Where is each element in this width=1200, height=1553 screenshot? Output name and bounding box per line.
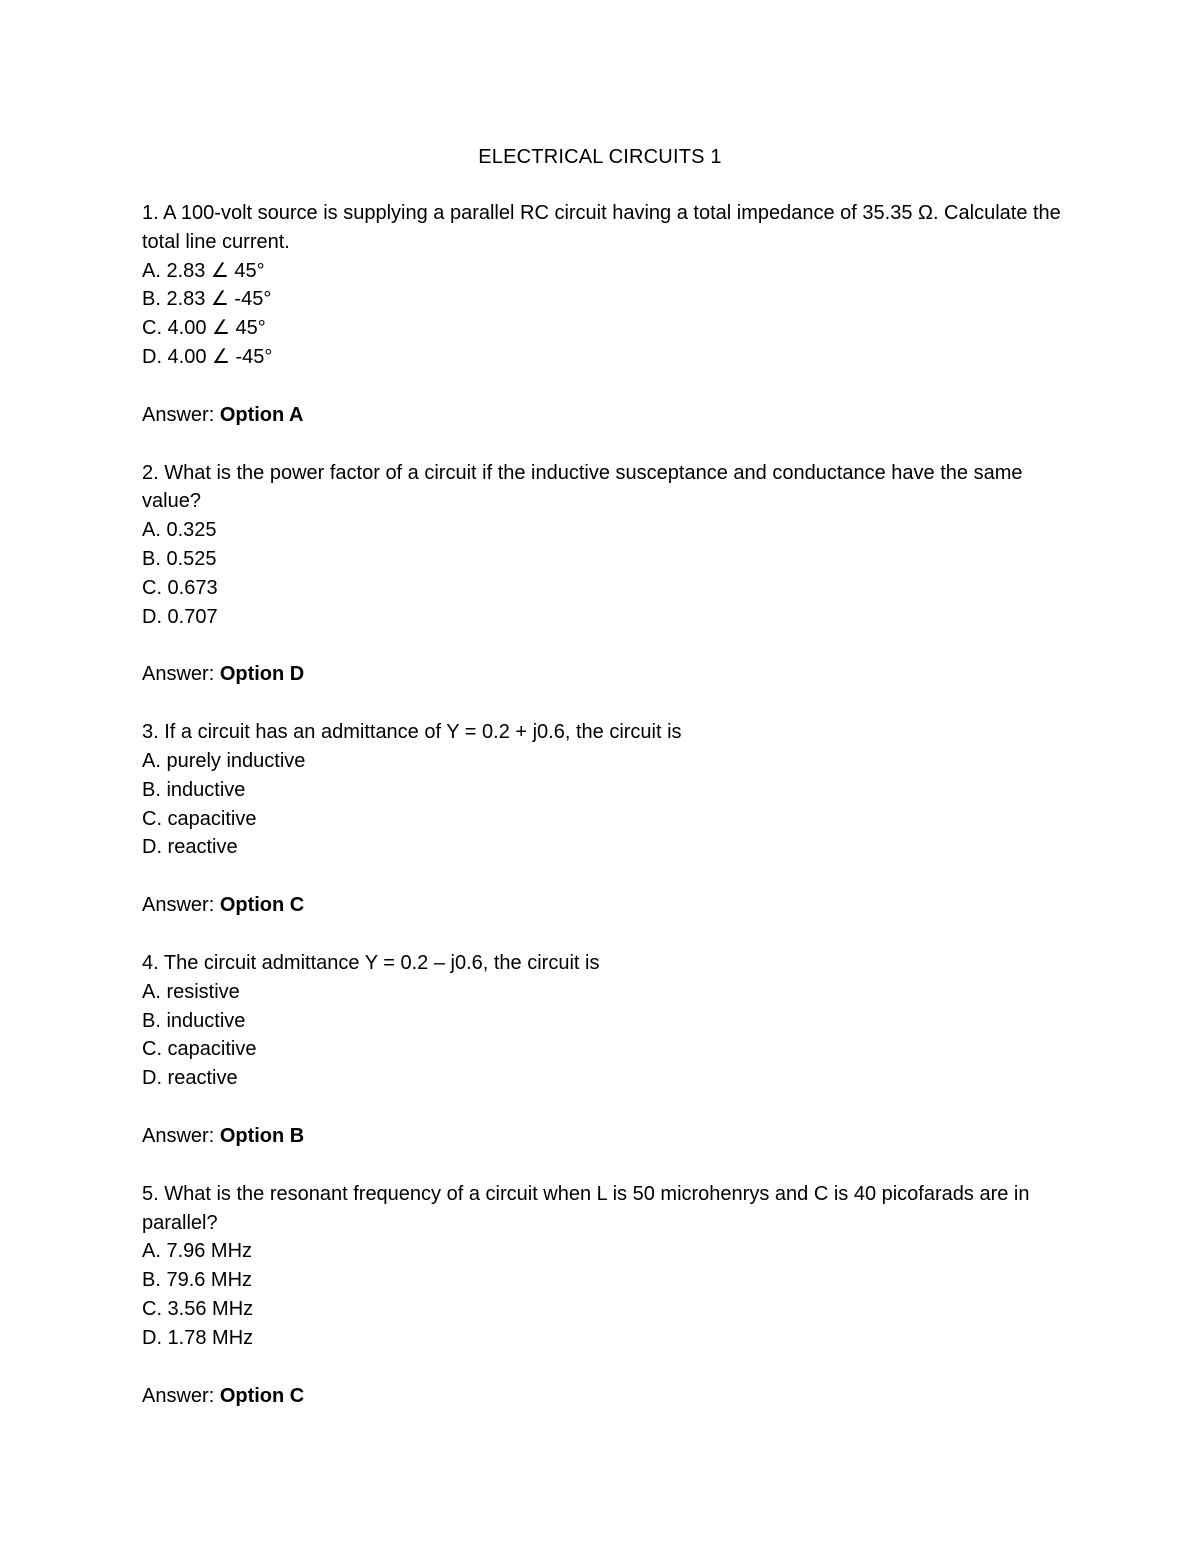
answer-label: Answer: bbox=[142, 663, 215, 686]
option-a: A. purely inductive bbox=[142, 749, 306, 772]
option-c: C. 3.56 MHz bbox=[142, 1297, 254, 1320]
option-c: C. 4.00 ∠ 45° bbox=[142, 317, 266, 340]
option-b: B. 2.83 ∠ -45° bbox=[142, 288, 272, 311]
option-d: D. 1.78 MHz bbox=[142, 1326, 254, 1349]
answer-line bbox=[142, 891, 1062, 920]
option-a: A. resistive bbox=[142, 980, 240, 1003]
question-1 bbox=[142, 199, 1062, 430]
option-d: D. 4.00 ∠ -45° bbox=[142, 345, 273, 368]
option-b: B. 79.6 MHz bbox=[142, 1269, 253, 1292]
answer-line bbox=[142, 660, 1062, 689]
question-text: 4. The circuit admittance Y = 0.2 – j0.6, the circuit is bbox=[142, 951, 600, 974]
question-2 bbox=[142, 459, 1062, 690]
answer-value: Option C bbox=[219, 1384, 305, 1407]
question-text: 2. What is the power factor of a circuit if the inductive susceptance and conductance have the same value? bbox=[142, 461, 1023, 513]
option-b: B. inductive bbox=[142, 778, 246, 801]
question-3 bbox=[142, 718, 1062, 920]
option-b: B. inductive bbox=[142, 1009, 246, 1032]
option-d: D. reactive bbox=[142, 1067, 238, 1090]
answer-label: Answer: bbox=[142, 1384, 215, 1407]
option-a: A. 7.96 MHz bbox=[142, 1240, 253, 1263]
answer-label: Answer: bbox=[142, 403, 215, 426]
question-4 bbox=[142, 949, 1062, 1151]
answer-line bbox=[142, 1122, 1062, 1151]
option-a: A. 2.83 ∠ 45° bbox=[142, 259, 265, 282]
option-b: B. 0.525 bbox=[142, 547, 217, 570]
option-d: D. reactive bbox=[142, 836, 238, 859]
question-text: 5. What is the resonant frequency of a circuit when L is 50 microhenrys and C is 40 picofarads are in parallel? bbox=[142, 1182, 1030, 1234]
document-title: ELECTRICAL CIRCUITS 1 bbox=[478, 146, 722, 168]
answer-line bbox=[142, 401, 1062, 430]
answer-label: Answer: bbox=[142, 894, 215, 917]
question-5 bbox=[142, 1180, 1062, 1411]
option-a: A. 0.325 bbox=[142, 519, 217, 542]
question-text: 3. If a circuit has an admittance of Y = 0.2 + j0.6, the circuit is bbox=[142, 721, 682, 744]
option-c: C. capacitive bbox=[142, 1038, 257, 1061]
answer-value: Option A bbox=[219, 403, 304, 426]
answer-value: Option B bbox=[219, 1124, 305, 1147]
question-list bbox=[142, 199, 1062, 1439]
answer-value: Option C bbox=[219, 894, 305, 917]
option-d: D. 0.707 bbox=[142, 605, 218, 628]
option-c: C. capacitive bbox=[142, 807, 257, 830]
answer-value: Option D bbox=[219, 663, 305, 686]
answer-label: Answer: bbox=[142, 1124, 215, 1147]
question-text: 1. A 100-volt source is supplying a parallel RC circuit having a total impedance of 35.35 Ω. Calculate the total line current. bbox=[142, 202, 1061, 253]
option-c: C. 0.673 bbox=[142, 576, 218, 599]
answer-line bbox=[142, 1382, 1062, 1411]
